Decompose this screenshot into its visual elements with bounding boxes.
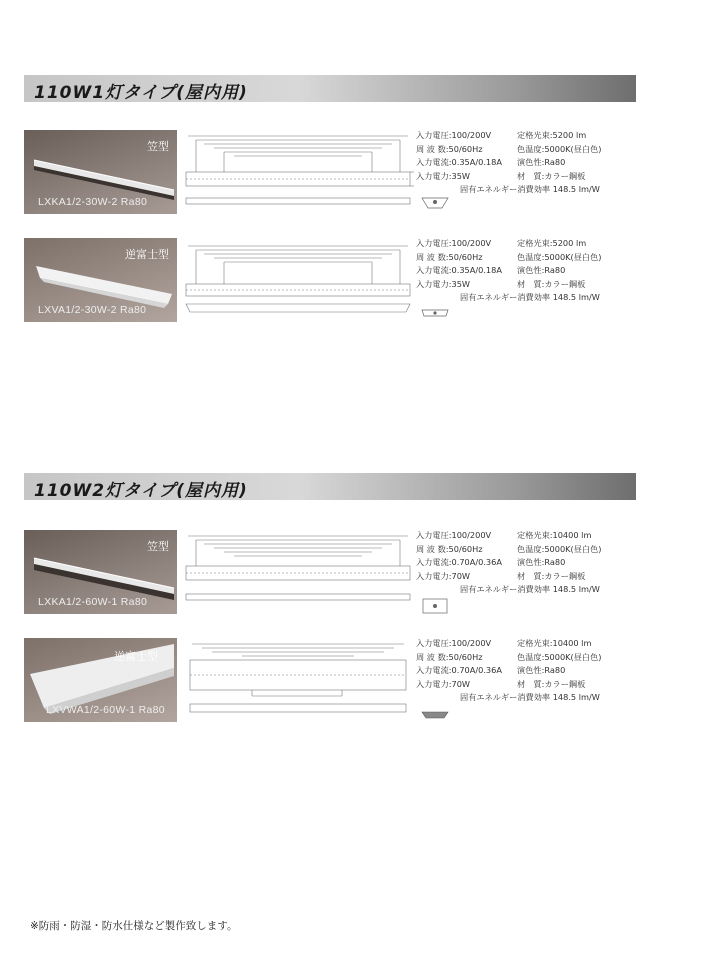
- spec-text: 70W: [451, 678, 471, 689]
- dimension-drawing-icon: [182, 530, 414, 612]
- spec-row: [416, 265, 636, 279]
- spec-text: 材 質:: [517, 170, 545, 181]
- spec-text: 0.35A/0.18A: [451, 265, 502, 275]
- dimension-drawing: [182, 638, 414, 720]
- spec-text: 周 波 数:: [416, 651, 449, 662]
- spec-text: 10400 lm: [552, 530, 592, 540]
- spec-cell: [517, 279, 585, 290]
- footnote: ※防雨・防湿・防水仕様など製作致します。: [30, 920, 238, 932]
- spec-cell: [517, 652, 602, 663]
- spec-row: [416, 544, 636, 558]
- spec-text: 定格光束:: [517, 130, 553, 140]
- spec-text: カラー鋼板: [544, 678, 586, 689]
- spec-text: 5000K(昼白色): [544, 143, 602, 154]
- spec-row: [416, 292, 636, 306]
- spec-text: 周 波 数:: [416, 543, 449, 554]
- spec-cell: [517, 238, 586, 249]
- spec-row: [416, 171, 636, 185]
- spec-row: [416, 184, 636, 198]
- dimension-drawing: [182, 530, 414, 612]
- spec-text: 100/200V: [451, 530, 492, 540]
- spec-cell: [517, 130, 586, 141]
- product-type-label: 逆富士型: [125, 248, 169, 261]
- spec-cell: [517, 265, 565, 276]
- product-card: [24, 638, 624, 728]
- spec-row: [416, 571, 636, 585]
- spec-row: [416, 638, 636, 652]
- section-header-1: [24, 75, 636, 102]
- spec-row: [416, 557, 636, 571]
- dimension-drawing: [182, 130, 414, 212]
- spec-text: 入力電力:: [416, 678, 452, 689]
- spec-table: [416, 130, 636, 198]
- spec-text: 5000K(昼白色): [544, 251, 602, 262]
- spec-text: 入力電流:: [416, 265, 452, 275]
- product-model: LXVA1/2-30W-2 Ra80: [38, 304, 147, 316]
- dimension-drawing-icon: [182, 638, 414, 720]
- section-view: [420, 704, 450, 724]
- spec-text: 100/200V: [451, 238, 492, 248]
- section-title: 110W2灯タイプ(屋内用): [34, 481, 248, 501]
- spec-text: 固有エネルギー消費効率: [460, 184, 551, 194]
- spec-text: カラー鋼板: [544, 170, 586, 181]
- product-photo: [24, 638, 177, 722]
- spec-text: 50/60Hz: [448, 651, 483, 662]
- product-type-label: 逆富士型: [114, 650, 158, 663]
- product-model: LXKA1/2-60W-1 Ra80: [38, 596, 148, 608]
- section-title: 110W1灯タイプ(屋内用): [34, 83, 248, 103]
- spec-row: [416, 530, 636, 544]
- spec-text: 35W: [451, 278, 471, 289]
- spec-text: 入力電力:: [416, 570, 452, 581]
- product-type-label: 笠型: [147, 540, 169, 553]
- spec-text: 0.35A/0.18A: [451, 157, 502, 167]
- spec-row: [416, 665, 636, 679]
- spec-text: 入力電力:: [416, 278, 452, 289]
- dimension-drawing: [182, 238, 414, 320]
- spec-cell: [517, 679, 585, 690]
- product-photo: [24, 130, 177, 214]
- spec-text: 入力電力:: [416, 170, 452, 181]
- spec-cell: [416, 157, 502, 168]
- spec-text: 148.5 lm/W: [552, 584, 600, 594]
- spec-text: 定格光束:: [517, 530, 553, 540]
- spec-text: 固有エネルギー消費効率: [460, 292, 551, 302]
- spec-text: 入力電圧:: [416, 638, 452, 648]
- spec-text: 周 波 数:: [416, 143, 449, 154]
- spec-cell: [416, 557, 502, 568]
- spec-text: 演色性:: [517, 265, 545, 275]
- spec-cell: [416, 144, 483, 155]
- cross-section-icon: [420, 596, 450, 616]
- product-card: [24, 530, 624, 620]
- spec-text: 材 質:: [517, 278, 545, 289]
- spec-cell: [517, 571, 585, 582]
- spec-text: 入力電圧:: [416, 238, 452, 248]
- spec-text: 100/200V: [451, 638, 492, 648]
- product-photo: [24, 238, 177, 322]
- spec-text: 入力電流:: [416, 157, 452, 167]
- product-model: LXVWA1/2-60W-1 Ra80: [46, 704, 165, 716]
- spec-row: [416, 238, 636, 252]
- spec-text: 0.70A/0.36A: [451, 665, 502, 675]
- spec-text: 5200 lm: [552, 238, 587, 248]
- spec-row: [416, 130, 636, 144]
- spec-cell: [517, 544, 602, 555]
- spec-row: [416, 279, 636, 293]
- spec-cell: [416, 238, 491, 249]
- spec-text: 色温度:: [517, 143, 545, 154]
- spec-table: [416, 238, 636, 306]
- spec-cell: [460, 584, 600, 595]
- spec-cell: [416, 571, 470, 582]
- spec-text: 入力電圧:: [416, 530, 452, 540]
- spec-cell: [517, 638, 591, 649]
- spec-text: 固有エネルギー消費効率: [460, 692, 551, 702]
- spec-cell: [416, 638, 491, 649]
- spec-text: 148.5 lm/W: [552, 292, 600, 302]
- spec-row: [416, 692, 636, 706]
- spec-text: 色温度:: [517, 651, 545, 662]
- spec-text: 0.70A/0.36A: [451, 557, 502, 567]
- spec-text: 5000K(昼白色): [544, 543, 602, 554]
- spec-cell: [517, 665, 565, 676]
- product-type-label: 笠型: [147, 140, 169, 153]
- spec-text: 入力電圧:: [416, 130, 452, 140]
- spec-table: [416, 638, 636, 706]
- spec-text: 35W: [451, 170, 471, 181]
- spec-row: [416, 157, 636, 171]
- spec-cell: [416, 265, 502, 276]
- spec-cell: [416, 679, 470, 690]
- product-model: LXKA1/2-30W-2 Ra80: [38, 196, 148, 208]
- section-header-2: [24, 473, 636, 500]
- spec-cell: [517, 252, 602, 263]
- spec-text: 70W: [451, 570, 471, 581]
- section-view: [420, 304, 450, 324]
- spec-cell: [517, 157, 565, 168]
- dimension-drawing-icon: [182, 130, 414, 212]
- spec-text: 周 波 数:: [416, 251, 449, 262]
- spec-cell: [416, 279, 470, 290]
- spec-cell: [416, 130, 491, 141]
- spec-text: 5000K(昼白色): [544, 651, 602, 662]
- spec-text: 演色性:: [517, 157, 545, 167]
- spec-text: 148.5 lm/W: [552, 692, 600, 702]
- spec-text: カラー鋼板: [544, 278, 586, 289]
- spec-text: 色温度:: [517, 251, 545, 262]
- product-photo: [24, 530, 177, 614]
- spec-text: 演色性:: [517, 557, 545, 567]
- spec-cell: [460, 692, 600, 703]
- spec-text: 10400 lm: [552, 638, 592, 648]
- spec-cell: [460, 184, 600, 195]
- spec-text: Ra80: [544, 157, 566, 167]
- dimension-drawing-icon: [182, 238, 414, 320]
- spec-row: [416, 252, 636, 266]
- spec-cell: [416, 544, 483, 555]
- spec-text: 定格光束:: [517, 238, 553, 248]
- spec-cell: [416, 252, 483, 263]
- spec-text: 入力電流:: [416, 557, 452, 567]
- spec-text: 色温度:: [517, 543, 545, 554]
- spec-table: [416, 530, 636, 598]
- spec-text: 100/200V: [451, 130, 492, 140]
- spec-text: 5200 lm: [552, 130, 587, 140]
- spec-cell: [517, 171, 585, 182]
- spec-text: 材 質:: [517, 678, 545, 689]
- spec-text: カラー鋼板: [544, 570, 586, 581]
- spec-text: 演色性:: [517, 665, 545, 675]
- spec-text: 148.5 lm/W: [552, 184, 600, 194]
- spec-cell: [517, 530, 591, 541]
- spec-text: 入力電流:: [416, 665, 452, 675]
- spec-text: Ra80: [544, 665, 566, 675]
- spec-cell: [416, 665, 502, 676]
- spec-row: [416, 679, 636, 693]
- spec-text: Ra80: [544, 265, 566, 275]
- spec-cell: [416, 171, 470, 182]
- spec-text: 固有エネルギー消費効率: [460, 584, 551, 594]
- spec-cell: [517, 144, 602, 155]
- spec-row: [416, 652, 636, 666]
- spec-cell: [416, 530, 491, 541]
- spec-cell: [460, 292, 600, 303]
- spec-row: [416, 144, 636, 158]
- cross-section-icon: [420, 704, 450, 724]
- spec-text: 定格光束:: [517, 638, 553, 648]
- product-card: [24, 130, 624, 220]
- spec-text: 材 質:: [517, 570, 545, 581]
- spec-text: 50/60Hz: [448, 543, 483, 554]
- spec-cell: [416, 652, 483, 663]
- cross-section-icon: [420, 304, 450, 324]
- spec-text: 50/60Hz: [448, 143, 483, 154]
- spec-text: 50/60Hz: [448, 251, 483, 262]
- spec-row: [416, 584, 636, 598]
- spec-cell: [517, 557, 565, 568]
- spec-text: Ra80: [544, 557, 566, 567]
- product-card: [24, 238, 624, 328]
- section-view: [420, 596, 450, 616]
